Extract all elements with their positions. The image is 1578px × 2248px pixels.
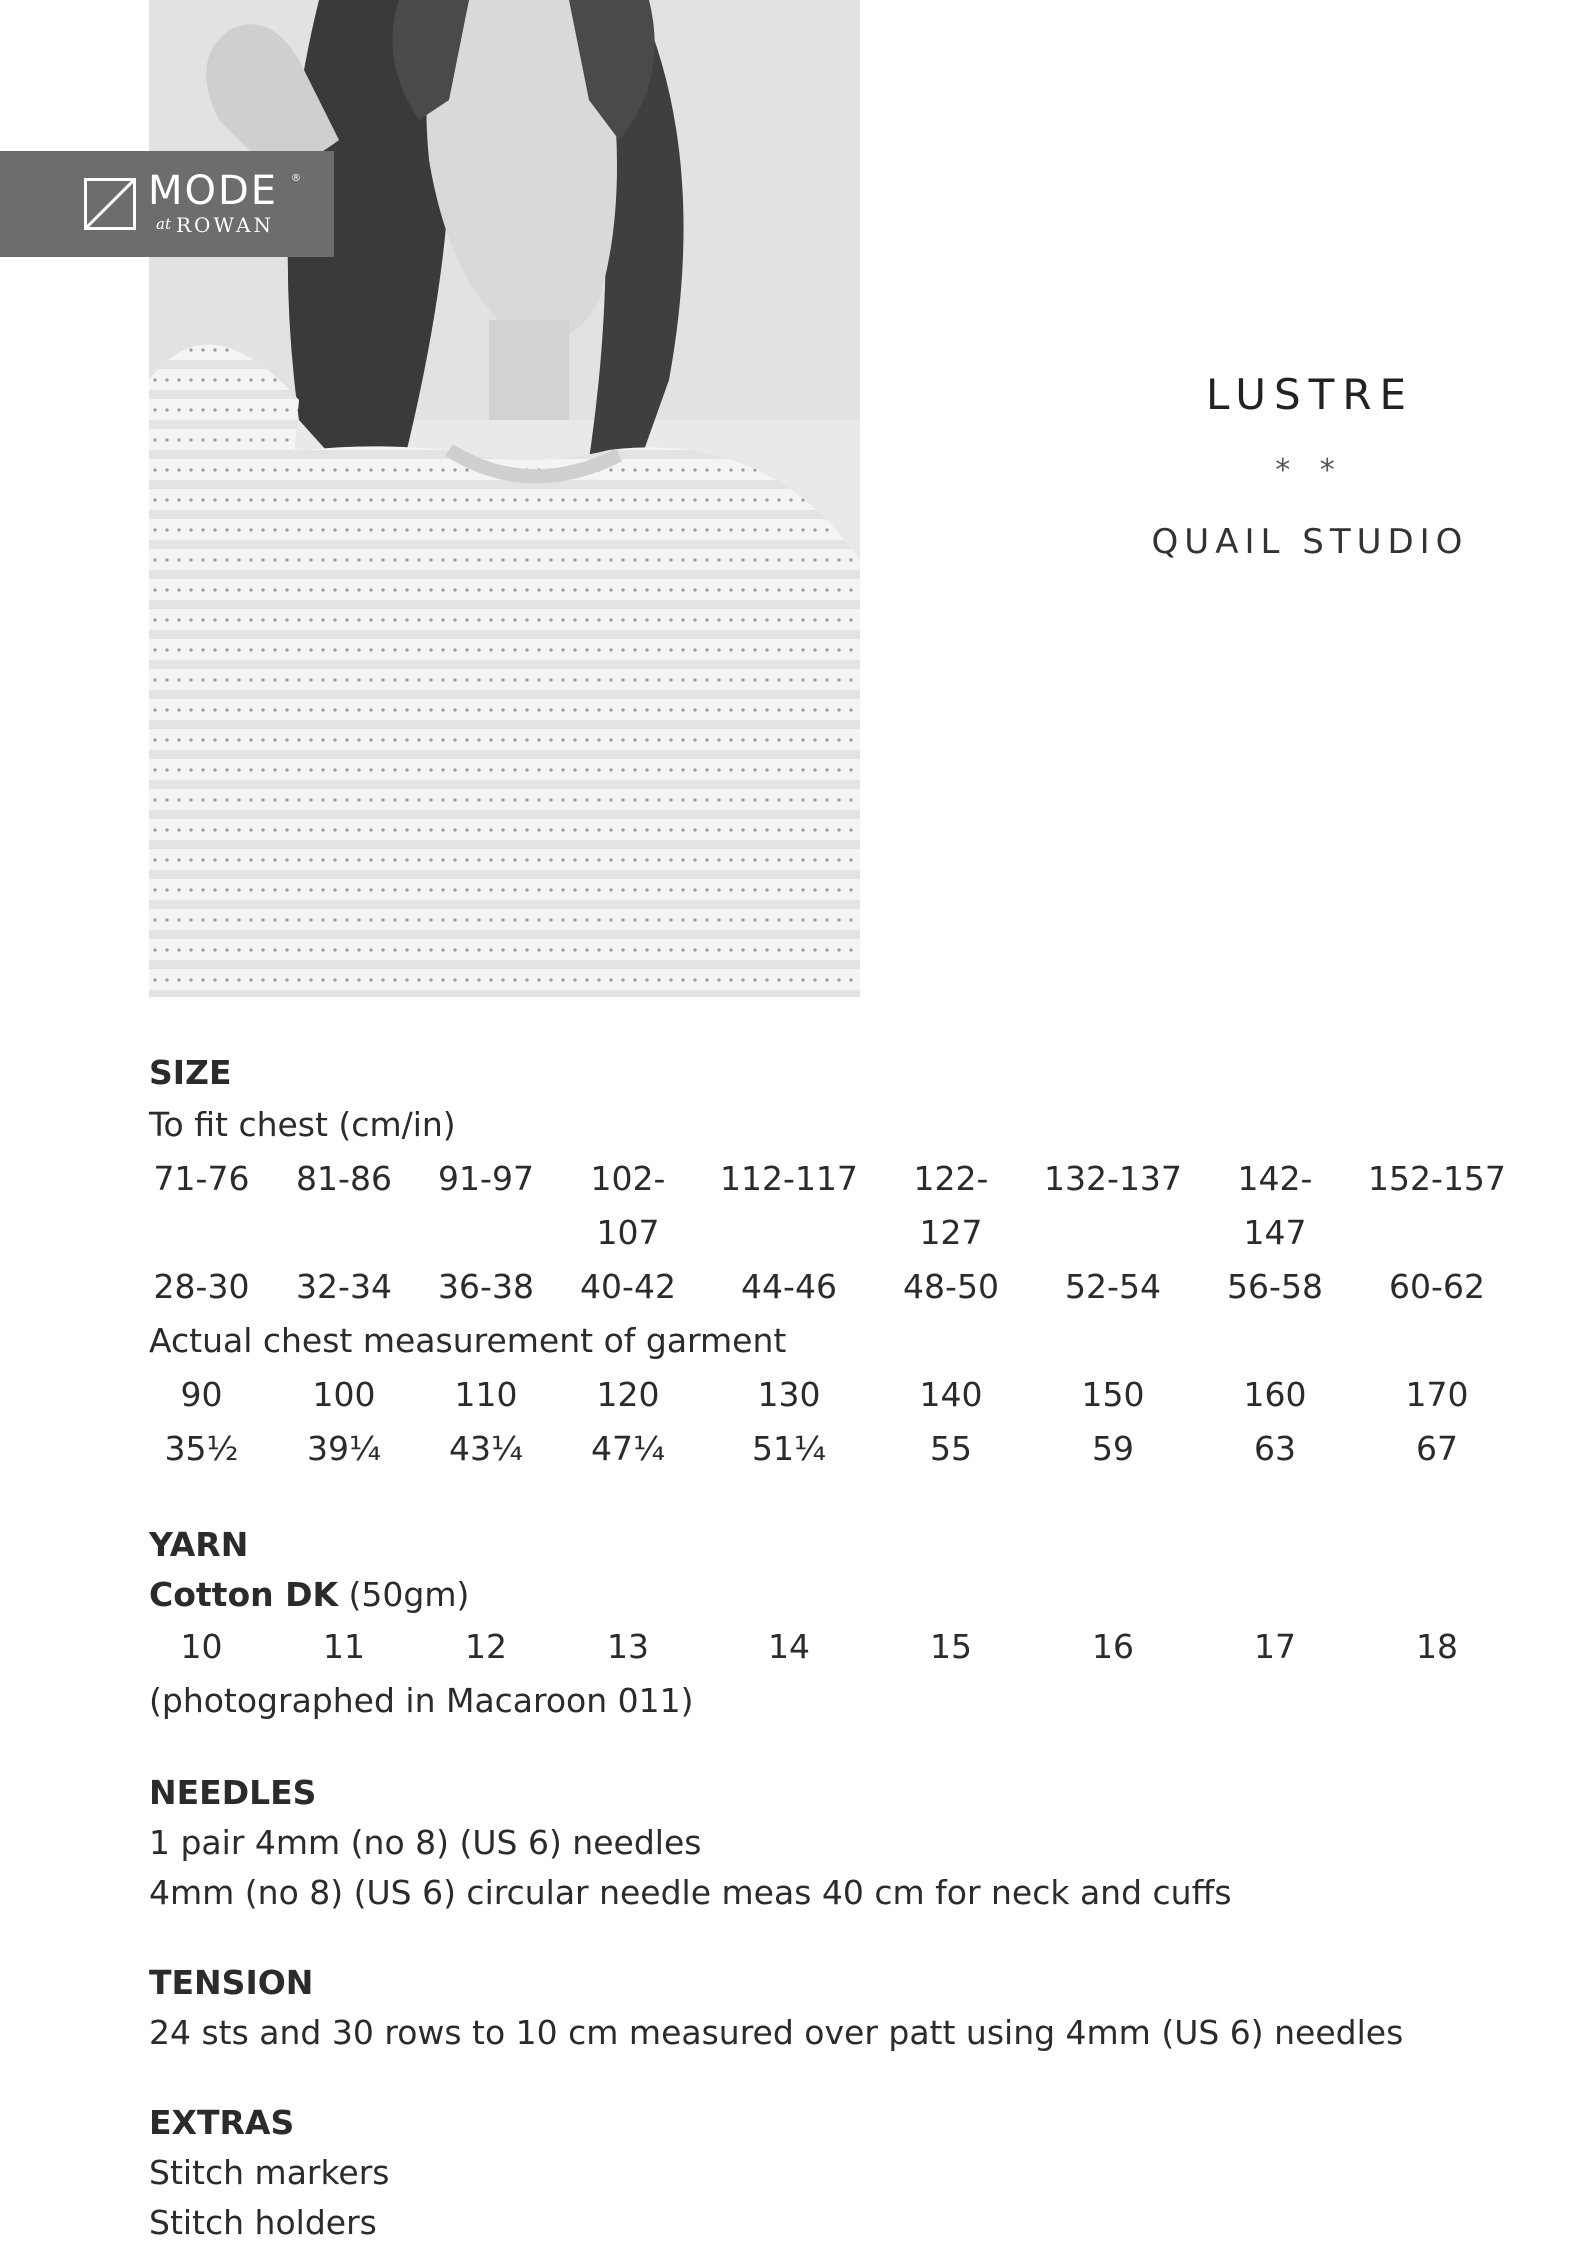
size-value: 39¼ [307,1429,381,1468]
yarn-balls-row [120,1620,1549,1674]
size-value: 60-62 [1389,1267,1485,1306]
yarn-note: (photographed in Macaroon 011) [149,1681,694,1720]
size-value: 55 [930,1429,972,1468]
size-value: 28-30 [153,1267,250,1306]
tension-section [149,1958,1549,2058]
ball-count: 10 [180,1627,223,1666]
extras-section [149,2098,1549,2248]
ball-count: 12 [465,1627,507,1666]
tension-text: 24 sts and 30 rows to 10 cm measured over patt using 4mm (US 6) needles [149,2013,1404,2052]
title-block [1110,370,1510,562]
size-value: 35½ [164,1429,239,1468]
size-value: 102-107 [590,1159,666,1252]
size-value: 52-54 [1065,1267,1161,1306]
fit-chest-cm-row [120,1152,1549,1260]
actual-chest-label: Actual chest measurement of garment [149,1321,787,1360]
yarn-name: Cotton DK [149,1575,339,1614]
size-value: 160 [1243,1375,1307,1414]
size-value: 59 [1092,1429,1134,1468]
needles-line: 1 pair 4mm (no 8) (US 6) needles [149,1823,702,1862]
size-value: 47¼ [591,1429,665,1468]
extras-line: Stitch holders [149,2203,377,2242]
extras-heading: EXTRAS [149,2103,295,2142]
fit-chest-label: To fit chest (cm/in) [149,1105,456,1144]
needles-line: 4mm (no 8) (US 6) circular needle meas 40 cm for neck and cuffs [149,1873,1232,1912]
tension-heading: TENSION [149,1963,314,2002]
size-value: 43¼ [449,1429,523,1468]
extras-line: Stitch markers [149,2153,390,2192]
actual-chest-cm-row [120,1368,1549,1422]
ball-count: 18 [1416,1627,1458,1666]
size-value: 91-97 [438,1159,534,1198]
designer-name: QUAIL STUDIO [1151,522,1469,562]
fit-chest-in-row [120,1260,1549,1314]
size-section [149,1048,1549,1476]
size-value: 100 [312,1375,376,1414]
size-value: 140 [919,1375,983,1414]
size-value: 90 [180,1375,223,1414]
needles-section [149,1768,1549,1918]
size-value: 63 [1254,1429,1296,1468]
ball-count: 11 [323,1627,365,1666]
yarn-section [149,1520,1549,1728]
ball-count: 15 [930,1627,972,1666]
size-value: 142-147 [1237,1159,1313,1252]
needles-heading: NEEDLES [149,1773,317,1812]
size-value: 120 [596,1375,660,1414]
logo-mode-text: MODE [148,168,279,214]
ball-count: 16 [1092,1627,1134,1666]
size-value: 32-34 [296,1267,392,1306]
size-value: 152-157 [1368,1159,1506,1198]
ball-count: 14 [768,1627,810,1666]
size-value: 48-50 [903,1267,999,1306]
size-value: 40-42 [580,1267,676,1306]
yarn-heading: YARN [149,1525,249,1564]
size-value: 110 [454,1375,518,1414]
actual-chest-in-row [120,1422,1549,1476]
pattern-title: LUSTRE [1205,370,1415,419]
pattern-details [149,1048,1549,2248]
brand-logo [0,151,334,257]
size-value: 44-46 [741,1267,837,1306]
logo-rowan-text: ROWAN [176,213,274,237]
yarn-weight: (50gm) [338,1575,470,1614]
difficulty-rating: * * [1275,453,1345,488]
yarn-name-line [149,1570,1549,1620]
size-value: 71-76 [153,1159,250,1198]
size-value: 81-86 [296,1159,392,1198]
size-value: 122-127 [913,1159,989,1252]
size-value: 130 [757,1375,821,1414]
logo-at-text: at [156,215,171,233]
ball-count: 13 [607,1627,649,1666]
size-value: 67 [1416,1429,1458,1468]
size-value: 56-58 [1227,1267,1323,1306]
size-value: 170 [1405,1375,1469,1414]
size-value: 51¼ [752,1429,826,1468]
logo-registered-mark: ® [291,173,301,184]
size-value: 36-38 [438,1267,534,1306]
ball-count: 17 [1254,1627,1296,1666]
size-value: 150 [1081,1375,1145,1414]
size-value: 112-117 [720,1159,858,1198]
size-value: 132-137 [1044,1159,1182,1198]
size-heading: SIZE [149,1053,232,1092]
model-photo [149,0,860,997]
logo-mark-icon [84,178,136,230]
